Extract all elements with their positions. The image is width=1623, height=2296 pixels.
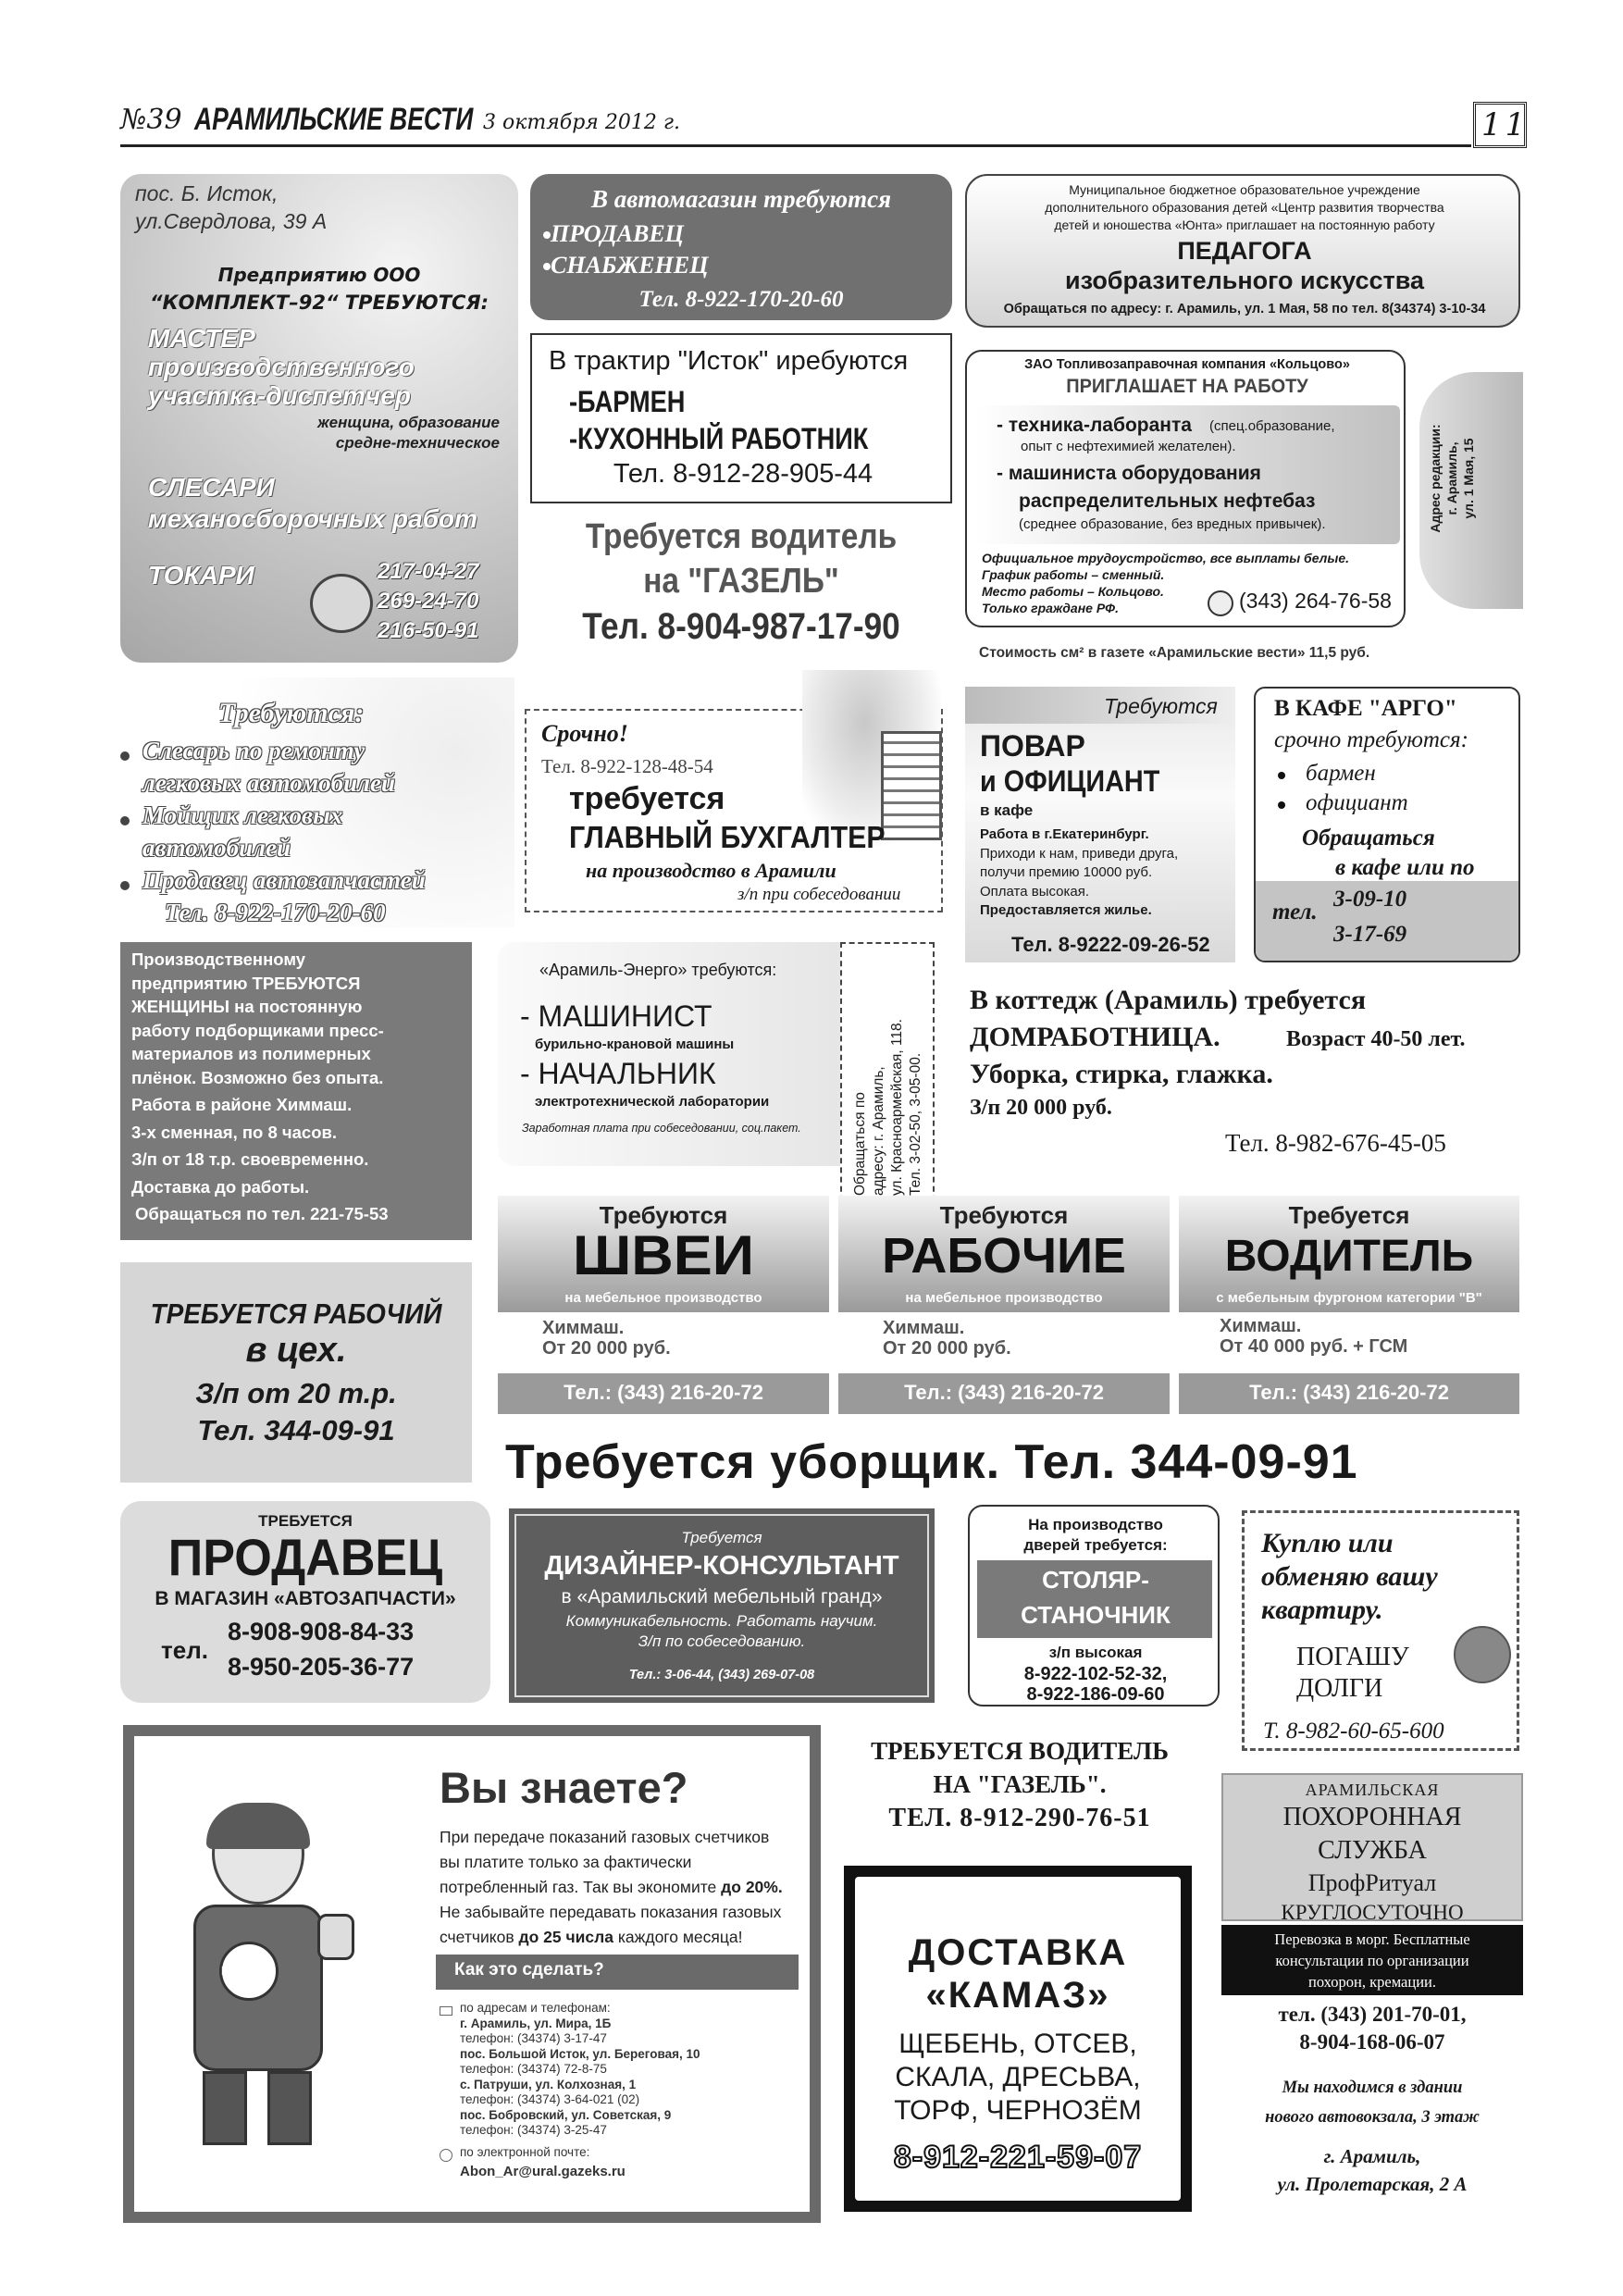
- ritual-desc-2: консультации по организации: [1275, 1952, 1469, 1969]
- argo-sub: срочно требуются:: [1274, 727, 1468, 752]
- yunta-intro-1: Муниципальное бюджетное образовательное учреждение: [1069, 182, 1420, 197]
- kamaz-title-1: ДОСТАВКА: [908, 1932, 1128, 1973]
- prodavec-sub: В МАГАЗИН «АВТОЗАПЧАСТИ»: [155, 1588, 456, 1609]
- energo-note: Заработная плата при собеседовании, соц.пакет.: [522, 1122, 801, 1135]
- ad-slesar-bubbles: [117, 677, 514, 927]
- povar-line-8: Предоставляется жилье.: [980, 902, 1152, 918]
- gazeks-tel-2: телефон: (34374) 72-8-75: [460, 2062, 607, 2076]
- ad-gazel-driver-2: [838, 1734, 1201, 1845]
- stolyar-pay: з/п высокая: [1048, 1644, 1143, 1661]
- automag-title: В автомагазин требуются: [590, 185, 892, 213]
- gas-worker-mascot: [160, 1803, 345, 2154]
- kamaz-phone: 8-912-221-59-07: [893, 2140, 1143, 2175]
- stolyar-phone-2: 8-922-186-09-60: [1026, 1684, 1165, 1705]
- ad-furniture-voditel: [1179, 1196, 1519, 1416]
- yunta-intro-2: дополнительного образования детей «Центр развития творчества: [1045, 200, 1444, 215]
- furniture-sub: на мебельное производство: [564, 1290, 762, 1306]
- furniture-top: Требуется: [1288, 1201, 1410, 1229]
- energo-job-2-sub: электротехнической лаборатории: [535, 1094, 770, 1110]
- domrab-line-2: ДОМРАБОТНИЦА.: [970, 1022, 1220, 1052]
- newspaper-title: АРАМИЛЬСКИЕ ВЕСТИ: [194, 102, 474, 137]
- furniture-pay: От 20 000 руб.: [883, 1338, 1011, 1359]
- gazeks-tel-4: телефон: (34374) 3-25-47: [460, 2123, 607, 2137]
- gazeks-addr-head: по адресам и телефонам:: [460, 2001, 611, 2015]
- domrab-line-1: В коттедж (Арамиль) требуется: [970, 985, 1367, 1015]
- koltsovo-fact-3: Место работы – Кольцово.: [982, 584, 1164, 599]
- ad-profritual: [1221, 1773, 1523, 2208]
- yunta-intro-3: детей и юношества «Юнта» приглашает на постоянную работу: [1054, 217, 1435, 232]
- ad-gazeks: [123, 1725, 821, 2223]
- ad-aramil-energo: [498, 942, 935, 1210]
- rabochiy-line-4: Тел. 344-09-91: [197, 1414, 395, 1446]
- ritual-desc-3: похорон, кремации.: [1308, 1973, 1436, 1991]
- editorial-line-2: ул. 1 Мая, 15: [1461, 438, 1476, 519]
- himmash-line-4: работу подборщиками пресс-: [131, 1020, 384, 1040]
- at-icon: [440, 2149, 452, 2162]
- mail-icon: [440, 2006, 452, 2016]
- buh-phone: Тел. 8-922-128-48-54: [541, 755, 713, 777]
- argo-phone-2: 3-17-69: [1333, 922, 1407, 947]
- kvartira-circle-decor: [1454, 1626, 1511, 1683]
- gazeks-mail: Abon_Ar@ural.gazeks.ru: [460, 2164, 626, 2179]
- bullet-icon: [120, 816, 130, 825]
- designer-place: в «Арамильский мебельный гранд»: [561, 1586, 883, 1607]
- ritual-addr-3: г. Арамиль,: [1323, 2145, 1421, 2167]
- furniture-phone: Тел.: (343) 216-20-72: [1249, 1381, 1449, 1404]
- ad-rabochiy-ceh: [120, 1262, 472, 1483]
- komplekt-job-slesar: СЛЕСАРИ: [148, 473, 275, 502]
- kvartira-line-2: обменяю вашу: [1261, 1561, 1438, 1592]
- himmash-line-8: 3-х сменная, по 8 часов.: [131, 1122, 338, 1142]
- furniture-top: Требуются: [599, 1201, 728, 1229]
- gazeks-addr-3: с. Патруши, ул. Колхозная, 1: [460, 2077, 637, 2091]
- himmash-line-9: З/п от 18 т.р. своевременно.: [131, 1149, 369, 1169]
- povar-line-5: Приходи к нам, приведи друга,: [980, 845, 1179, 862]
- kvartira-line-3: квартиру.: [1261, 1595, 1383, 1625]
- ritual-title-2: СЛУЖБА: [1318, 1836, 1427, 1865]
- gazeks-addr-2: пос. Большой Исток, ул. Береговая, 10: [460, 2046, 700, 2061]
- slesar-item-1: Слесарь по ремонту: [142, 737, 365, 764]
- komplekt-note-2: средне-техническое: [335, 434, 500, 452]
- domrab-line-4: З/п 20 000 руб.: [970, 1096, 1112, 1120]
- ritual-top: АРАМИЛЬСКАЯ: [1305, 1781, 1440, 1799]
- koltsovo-job-1: - техника-лаборанта: [997, 415, 1192, 436]
- furniture-phone: Тел.: (343) 216-20-72: [564, 1381, 763, 1404]
- furniture-place: Химмаш.: [883, 1318, 965, 1338]
- buh-line-1: требуется: [569, 781, 725, 816]
- kamaz-item-3: ТОРФ, ЧЕРНОЗЁМ: [894, 2095, 1142, 2126]
- stolyar-phone-1: 8-922-102-52-32,: [1023, 1664, 1168, 1684]
- argo-item-1: бармен: [1306, 761, 1376, 786]
- povar-title-3: в кафе: [980, 801, 1034, 819]
- himmash-line-11: Обращаться по тел. 221-75-53: [135, 1204, 389, 1223]
- gazeks-addr-1: г. Арамиль, ул. Мира, 1Б: [460, 2016, 612, 2030]
- automag-phone: Тел. 8-922-170-20-60: [638, 287, 844, 312]
- phone-handset-icon: [1208, 590, 1233, 616]
- ad-prodavec-avtozapchasti: [120, 1501, 490, 1703]
- buh-line-2: ГЛАВНЫЙ БУХГАЛТЕР: [569, 820, 886, 854]
- header-rule: [120, 144, 1471, 147]
- slesar-item-2: Мойщик легковых: [142, 801, 343, 829]
- himmash-line-7: Работа в районе Химмаш.: [131, 1095, 353, 1114]
- furniture-big: ШВЕИ: [572, 1224, 755, 1286]
- kvartira-line-5: ДОЛГИ: [1296, 1674, 1383, 1703]
- argo-phone-1: 3-09-10: [1333, 887, 1407, 912]
- energo-side-4: Тел. 3-02-50, 3-05-00.: [908, 1052, 923, 1196]
- gazeks-p3b: до 20%.: [721, 1878, 783, 1896]
- komplekt-note-1: женщина, образование: [317, 414, 500, 431]
- designer-title: ДИЗАЙНЕР-КОНСУЛЬТАНТ: [544, 1551, 899, 1581]
- gazeks-mail-head: по электронной почте:: [460, 2145, 590, 2159]
- gazel2-line-3: ТЕЛ. 8-912-290-76-51: [888, 1804, 1151, 1832]
- rabochiy-line-2: в цех.: [245, 1331, 347, 1370]
- energo-title: «Арамиль-Энерго» требуются:: [539, 961, 777, 979]
- povar-phone: Тел. 8-9222-09-26-52: [1011, 933, 1210, 956]
- prodavec-top: ТРЕБУЕТСЯ: [258, 1512, 353, 1530]
- komplekt-phone-3: 216-50-91: [378, 618, 479, 643]
- ad-furniture-rabochie: [838, 1196, 1170, 1416]
- buh-urgent: Срочно!: [541, 720, 628, 747]
- editorial-line-1: г. Арамиль,: [1444, 441, 1459, 515]
- koltsovo-fact-2: График работы – сменный.: [982, 567, 1165, 582]
- gazel2-line-2: НА "ГАЗЕЛЬ".: [933, 1770, 1107, 1798]
- furniture-big: РАБОЧИЕ: [882, 1228, 1126, 1284]
- energo-job-1-sub: бурильно-крановой машины: [535, 1036, 735, 1052]
- ad-yunta: [965, 174, 1520, 328]
- prodavec-phone-2: 8-950-205-36-77: [228, 1653, 415, 1681]
- ad-himmash-women: [120, 942, 472, 1240]
- gazeks-p5c: каждого месяца!: [617, 1928, 743, 1946]
- koltsovo-job-2-note: (среднее образование, без вредных привычек).: [1019, 516, 1326, 532]
- gazel1-phone: Тел. 8-904-987-17-90: [582, 606, 900, 647]
- istok-title: В трактир "Исток" иребуются: [549, 346, 909, 376]
- bullet-icon: [543, 231, 551, 239]
- gazeks-tel-3: телефон: (34374) 3-64-021 (02): [460, 2092, 640, 2106]
- ad-automagazin: [530, 174, 952, 320]
- designer-phone: Тел.: 3-06-44, (343) 269-07-08: [628, 1668, 815, 1682]
- telephone-icon: [310, 574, 373, 633]
- stolyar-title-1: СТОЛЯР-: [1042, 1566, 1149, 1594]
- furniture-big: ВОДИТЕЛЬ: [1224, 1232, 1474, 1281]
- abacus-icon: [881, 731, 942, 840]
- automag-item-2: СНАБЖЕНЕЦ: [551, 252, 709, 279]
- furniture-place: Химмаш.: [542, 1318, 625, 1338]
- kvartira-line-4: ПОГАШУ: [1296, 1643, 1409, 1671]
- ritual-title-4: КРУГЛОСУТОЧНО: [1281, 1901, 1464, 1924]
- himmash-line-6: плёнок. Возможно без опыта.: [131, 1067, 384, 1087]
- ad-povar: [965, 687, 1235, 962]
- povar-line-4: Работа в г.Екатеринбург.: [980, 826, 1149, 842]
- gazeks-how: Как это сделать?: [454, 1960, 604, 1980]
- ad-gazel-driver: [530, 515, 952, 655]
- energo-side-2: адресу: г. Арамиль,: [871, 1066, 886, 1196]
- ritual-addr-2: нового автовокзала, 3 этаж: [1265, 2108, 1480, 2127]
- ad-designer-consultant: [509, 1508, 935, 1703]
- ritual-title-3: ПрофРитуал: [1307, 1869, 1437, 1896]
- kvartira-line-1: Куплю или: [1261, 1528, 1394, 1558]
- domrab-line-3: Уборка, стирка, глажка.: [970, 1059, 1273, 1089]
- himmash-line-5: материалов из полимерных: [131, 1044, 371, 1063]
- designer-line-1: Коммуникабельность. Работать научим.: [565, 1612, 878, 1630]
- designer-top: Требуется: [681, 1529, 762, 1546]
- koltsovo-job-1-note: (спец.образование,: [1209, 418, 1335, 434]
- page-number: 11: [1481, 106, 1530, 143]
- bullet-icon: [1278, 772, 1285, 779]
- rabochiy-line-1: ТРЕБУЕТСЯ РАБОЧИЙ: [150, 1297, 442, 1330]
- povar-line-7: Оплата высокая.: [980, 883, 1090, 900]
- slesar-item-3: Продавец автозапчастей: [142, 866, 426, 894]
- issue-number: №39: [120, 104, 182, 136]
- komplekt-phone-2: 269-24-70: [378, 589, 479, 614]
- argo-title: В КАФЕ "АРГО": [1274, 696, 1457, 721]
- himmash-line-3: ЖЕНЩИНЫ на постоянную: [131, 997, 363, 1016]
- slesar-title: Требуются:: [218, 698, 365, 728]
- buh-line-4: з/п при собеседовании: [737, 885, 901, 904]
- himmash-line-1: Производственному: [131, 949, 306, 969]
- energo-side-3: ул. Красноармейская, 118.: [889, 1019, 905, 1196]
- istok-phone: Тел. 8-912-28-905-44: [613, 459, 873, 489]
- domrab-phone: Тел. 8-982-676-45-05: [1225, 1129, 1446, 1157]
- kamaz-title-2: «КАМАЗ»: [925, 1975, 1110, 2016]
- gazeks-p2: вы платите только за фактически: [440, 1853, 692, 1871]
- furniture-top: Требуются: [939, 1201, 1069, 1229]
- stolyar-top-2: дверей требуется:: [1023, 1536, 1168, 1554]
- gazeks-p5b: до 25 числа: [518, 1928, 613, 1946]
- ritual-addr-1: Мы находимся в здании: [1282, 2079, 1463, 2097]
- furniture-sub: на мебельное производство: [905, 1290, 1103, 1306]
- himmash-line-10: Доставка до работы.: [131, 1176, 310, 1197]
- gazeks-tel-1: телефон: (34374) 3-17-47: [460, 2031, 607, 2045]
- ad-domrabotnica: [970, 985, 1525, 1160]
- ad-uborshik: Требуется уборщик. Тел. 344-09-91: [505, 1435, 1358, 1489]
- ritual-title-1: ПОХОРОННАЯ: [1282, 1803, 1462, 1831]
- argo-contact-1: Обращаться: [1302, 825, 1435, 850]
- komplekt-phone-1: 217-04-27: [378, 559, 479, 584]
- bullet-icon: [1278, 801, 1285, 809]
- yunta-contact: Обращаться по адресу: г. Арамиль, ул. 1 Мая, 58 по тел. 8(34374) 3-10-34: [1003, 302, 1486, 316]
- prodavec-phone-1: 8-908-908-84-33: [228, 1618, 415, 1645]
- energo-address-coupon: [840, 942, 935, 1210]
- gazeks-p3: потребленный газ. Так вы экономите: [440, 1878, 717, 1896]
- bullet-icon: [120, 751, 130, 761]
- komplekt-job-tokar: ТОКАРИ: [148, 561, 254, 590]
- gazel1-line-1: Требуется водитель: [585, 517, 898, 556]
- komplekt-address-2: ул.Свердлова, 39 А: [135, 209, 328, 233]
- komplekt-address-1: пос. Б. Исток,: [135, 181, 279, 205]
- koltsovo-job-2: - машиниста оборудования: [997, 463, 1261, 484]
- automag-item-1: ПРОДАВЕЦ: [551, 220, 684, 247]
- koltsovo-job-2b: распределительных нефтебаз: [1019, 490, 1316, 512]
- komplekt-line-1: Предприятию ООО: [217, 264, 421, 286]
- koltsovo-job-1-note-2: опыт с нефтехимией желателен).: [1021, 439, 1236, 454]
- slesar-item-2b: автомобилей: [142, 834, 291, 862]
- gazeks-title: Вы знаете?: [440, 1763, 688, 1812]
- povar-top: Требуются: [1104, 694, 1218, 718]
- himmash-line-2: предприятию ТРЕБУЮТСЯ: [131, 973, 361, 993]
- istok-item-2: -КУХОННЫЙ РАБОТНИК: [569, 422, 869, 455]
- page-header: [120, 102, 1530, 148]
- ritual-phone-1: тел. (343) 201-70-01,: [1278, 2003, 1467, 2026]
- prodavec-big: ПРОДАВЕЦ: [167, 1528, 443, 1586]
- page-number-box: [1473, 102, 1530, 148]
- stolyar-top-1: На производство: [1028, 1516, 1163, 1533]
- povar-title-2: и ОФИЦИАНТ: [980, 764, 1160, 798]
- ad-furniture-shvei: [498, 1196, 829, 1416]
- koltsovo-company: ЗАО Топливозаправочная компания «Кольцово»: [1024, 357, 1350, 372]
- kvartira-phone: Т. 8-982-60-65-600: [1263, 1719, 1444, 1744]
- koltsovo-fact-1: Официальное трудоустройство, все выплаты белые.: [982, 551, 1350, 565]
- argo-tel-label: тел.: [1272, 900, 1318, 925]
- ad-kvartira: [1242, 1510, 1519, 1751]
- yunta-title-1: ПЕДАГОГА: [1177, 237, 1312, 265]
- ritual-addr-4: ул. Пролетарская, 2 А: [1277, 2173, 1468, 2195]
- furniture-place: Химмаш.: [1220, 1316, 1302, 1336]
- ad-stolyar: [968, 1505, 1220, 1706]
- designer-line-2: З/п по собеседованию.: [638, 1632, 806, 1650]
- argo-contact-2: в кафе или по: [1335, 855, 1475, 880]
- ad-komplekt92: [120, 174, 518, 663]
- furniture-phone: Тел.: (343) 216-20-72: [904, 1381, 1104, 1404]
- koltsovo-phone: (343) 264-76-58: [1239, 589, 1392, 613]
- yunta-title-2: изобразительного искусства: [1064, 267, 1425, 294]
- ritual-desc-1: Перевозка в морг. Бесплатные: [1274, 1930, 1470, 1948]
- komplekt-job-master-2: производственного: [148, 353, 415, 381]
- komplekt-job-master-3: участка-диспетчер: [148, 381, 411, 410]
- ad-traktir-istok: [530, 333, 952, 503]
- bullet-icon: [120, 881, 130, 890]
- stolyar-title-2: СТАНОЧНИК: [1021, 1601, 1171, 1629]
- slesar-item-1b: легковых автомобилей: [142, 769, 396, 797]
- argo-item-2: официант: [1306, 790, 1408, 815]
- komplekt-job-slesar-2: механосборочных работ: [148, 504, 478, 533]
- buh-line-3: на производство в Арамили: [586, 859, 836, 882]
- ritual-phone-2: 8-904-168-06-07: [1299, 2030, 1445, 2054]
- komplekt-job-master: МАСТЕР: [148, 324, 255, 353]
- price-note: Стоимость см² в газете «Арамильские вести» 11,5 руб.: [979, 645, 1370, 661]
- koltsovo-jobs-box: [974, 405, 1400, 544]
- gazeks-p5: счетчиков: [440, 1928, 514, 1946]
- editorial-address-tab: [1419, 372, 1523, 609]
- furniture-sub: с мебельным фургоном категории "В": [1216, 1290, 1482, 1306]
- energo-job-1: - МАШИНИСТ: [520, 999, 712, 1033]
- bullet-icon: [543, 263, 551, 270]
- rabochiy-line-3: З/п от 20 т.р.: [195, 1377, 397, 1409]
- domrab-line-2b: Возраст 40-50 лет.: [1286, 1027, 1466, 1051]
- povar-title-1: ПОВАР: [980, 729, 1085, 763]
- slesar-phone: Тел. 8-922-170-20-60: [165, 899, 386, 926]
- energo-side-1: Обращаться по: [852, 1092, 868, 1196]
- istok-item-1: -БАРМЕН: [569, 385, 686, 418]
- ad-kamaz: [844, 1866, 1192, 2212]
- energo-job-2: - НАЧАЛЬНИК: [520, 1057, 716, 1090]
- furniture-pay: От 20 000 руб.: [542, 1338, 671, 1359]
- ad-glavbuh: [525, 670, 960, 920]
- gazeks-logo: ГАЗЭКС: [221, 1964, 268, 1978]
- komplekt-line-2: “КОМПЛЕКТ–92“ ТРЕБУЮТСЯ:: [149, 292, 489, 314]
- ad-kafe-argo: [1254, 687, 1520, 962]
- koltsovo-fact-4: Только граждане РФ.: [982, 601, 1119, 615]
- gazel1-line-2: на "ГАЗЕЛЬ": [643, 562, 839, 601]
- editorial-label: Адрес редакции:: [1428, 424, 1443, 533]
- gazeks-p4: Не забывайте передавать показания газовых: [440, 1903, 782, 1921]
- koltsovo-invite: ПРИГЛАШАЕТ НА РАБОТУ: [1066, 376, 1308, 397]
- kamaz-item-1: ЩЕБЕНЬ, ОТСЕВ,: [898, 2029, 1137, 2059]
- prodavec-tel: тел.: [161, 1636, 208, 1664]
- furniture-pay: От 40 000 руб. + ГСМ: [1220, 1336, 1408, 1357]
- issue-date: 3 октября 2012 г.: [483, 111, 680, 134]
- povar-line-6: получи премию 10000 руб.: [980, 864, 1153, 880]
- ad-koltsovo: [965, 350, 1406, 627]
- kamaz-item-2: СКАЛА, ДРЕСЬВА,: [895, 2062, 1141, 2092]
- gazeks-addr-4: пос. Бобровский, ул. Советская, 9: [460, 2107, 672, 2122]
- gazel2-line-1: ТРЕБУЕТСЯ ВОДИТЕЛЬ: [871, 1737, 1169, 1765]
- gazeks-p1: При передаче показаний газовых счетчиков: [440, 1828, 770, 1846]
